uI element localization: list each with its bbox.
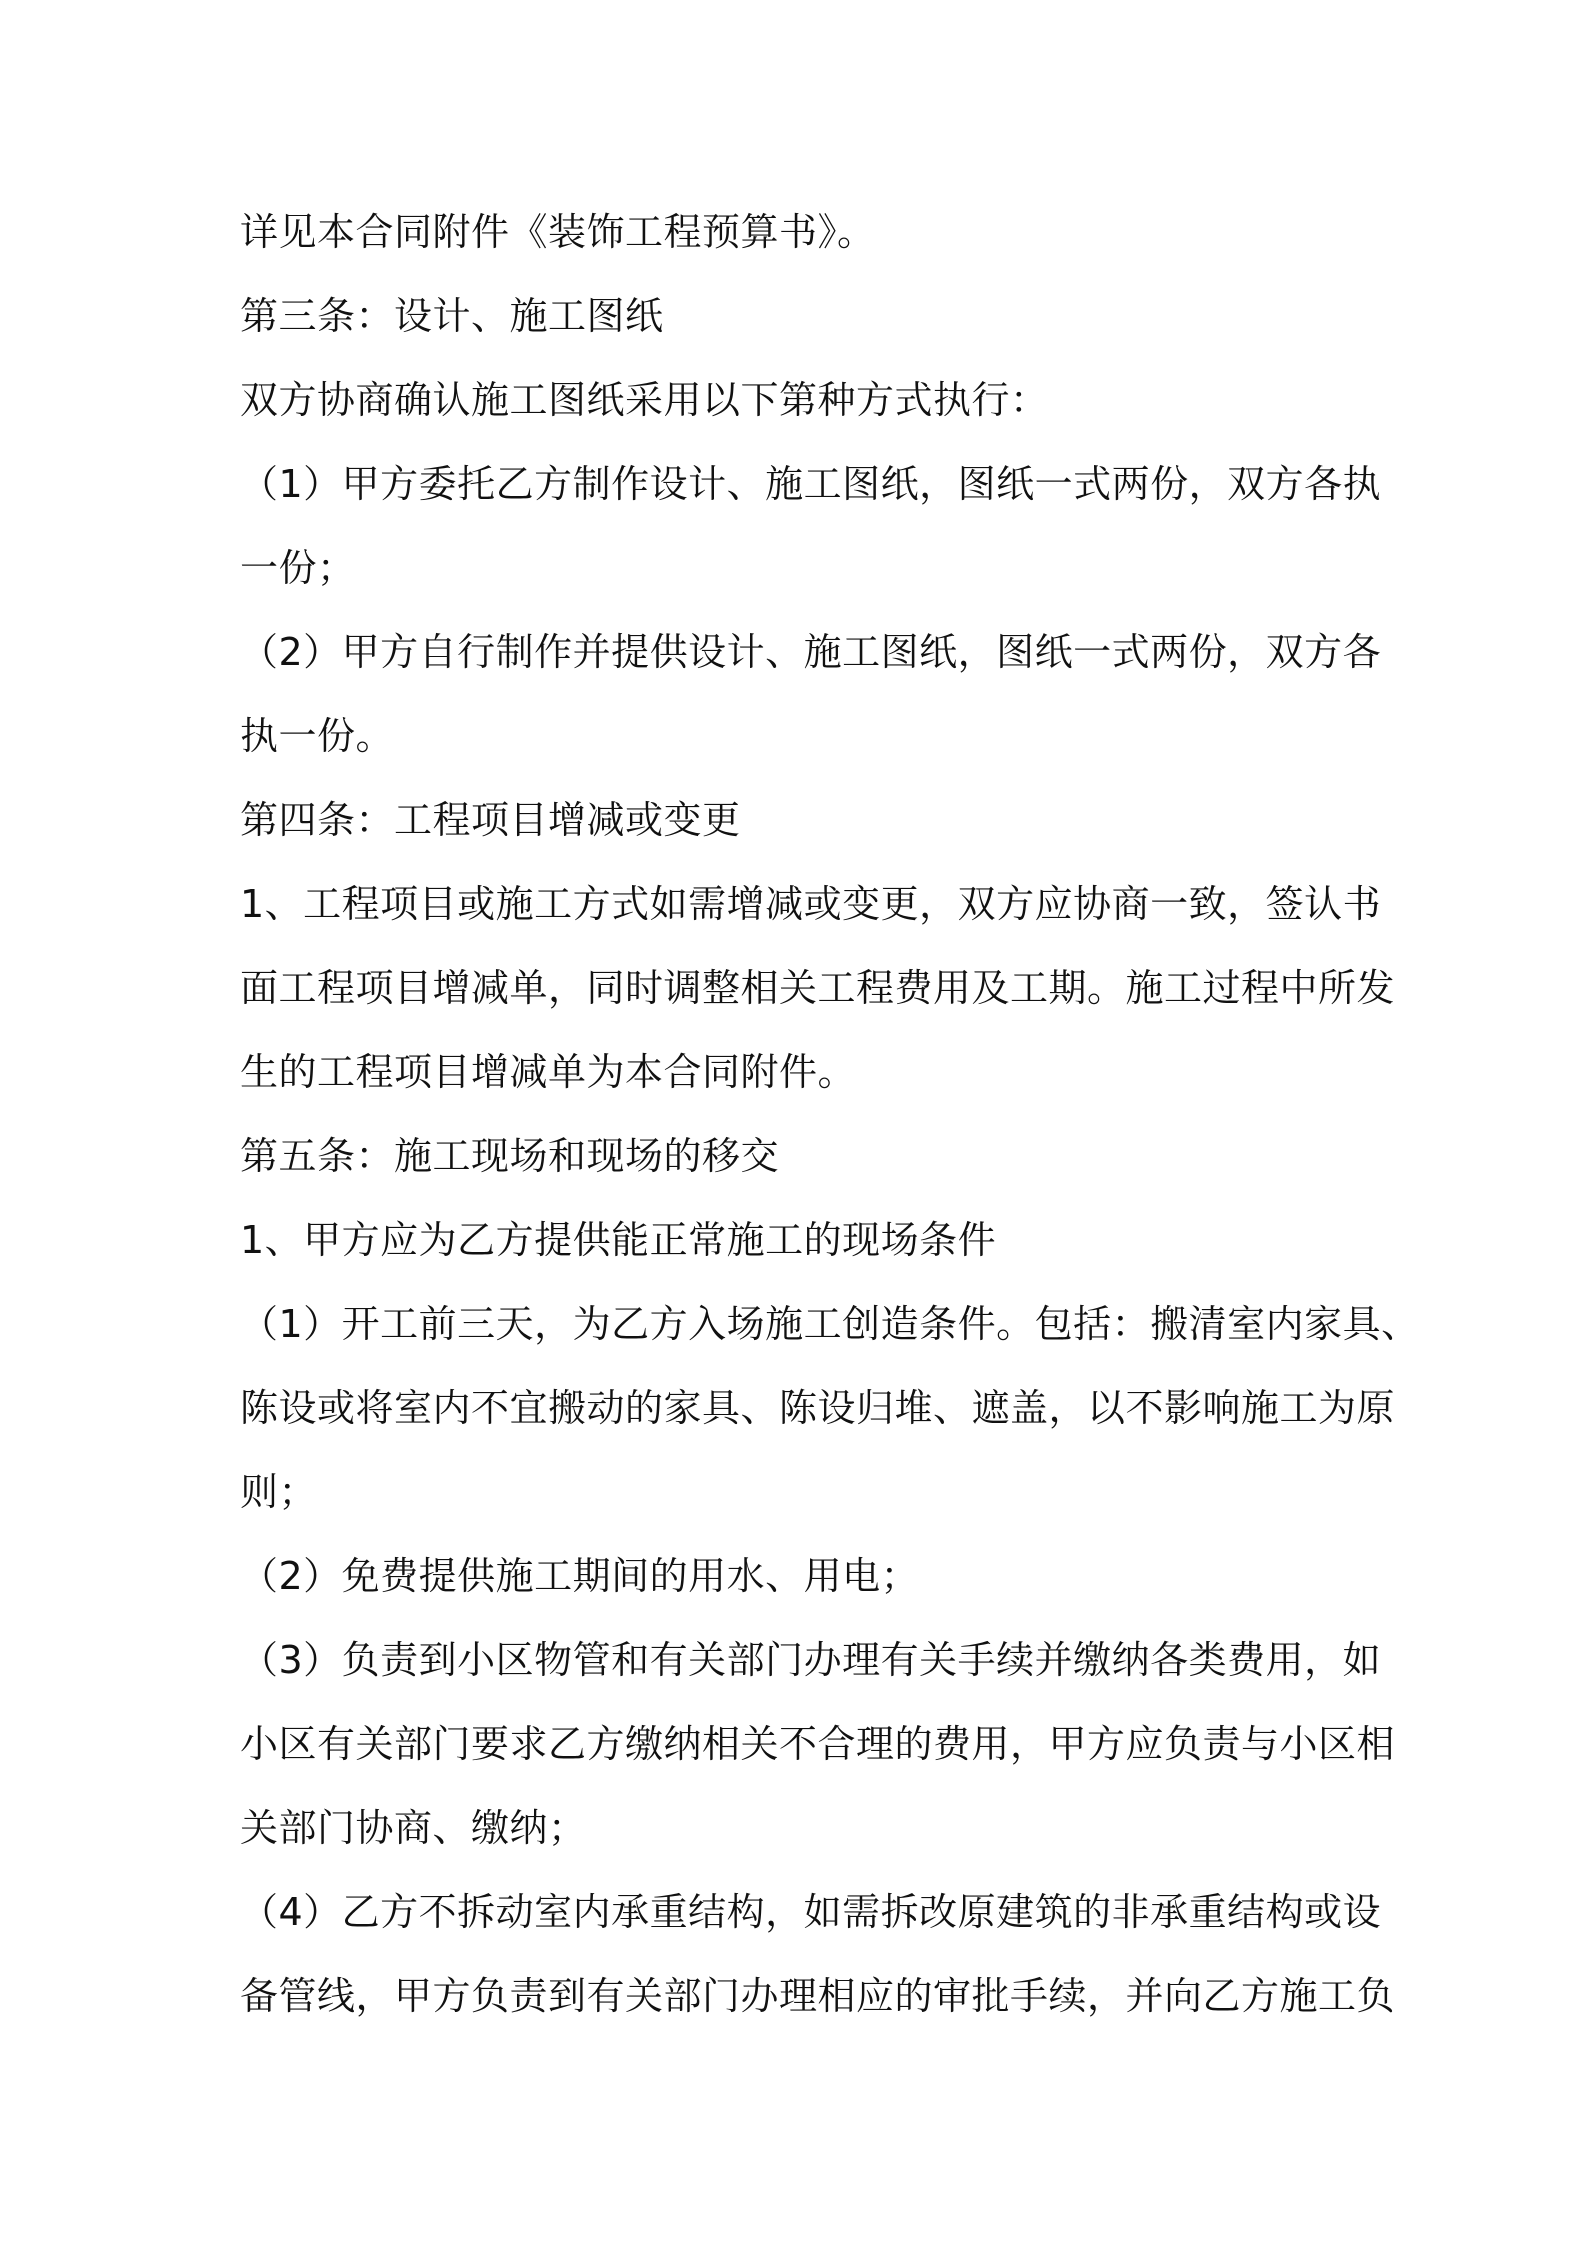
text-line: 陈设或将室内不宜搬动的家具、陈设归堆、遮盖，以不影响施工为原 — [240, 1386, 1396, 1430]
text-line: 备管线，甲方负责到有关部门办理相应的审批手续，并向乙方施工负 — [240, 1974, 1396, 2018]
text-line: 一份； — [240, 546, 356, 590]
document-body — [240, 190, 1420, 2038]
text-line: （1）开工前三天，为乙方入场施工创造条件。包括：搬清室内家具、 — [240, 1302, 1420, 1346]
text-line: 双方协商确认施工图纸采用以下第种方式执行： — [240, 378, 1049, 422]
text-line: 详见本合同附件《装饰工程预算书》。 — [240, 210, 876, 254]
article-heading: 第三条：设计、施工图纸 — [240, 294, 664, 338]
text-line: 1、工程项目或施工方式如需增减或变更，双方应协商一致，签认书 — [240, 882, 1382, 926]
article-heading: 第五条：施工现场和现场的移交 — [240, 1134, 780, 1178]
text-line: （4）乙方不拆动室内承重结构，如需拆改原建筑的非承重结构或设 — [240, 1890, 1382, 1934]
text-line: （2）甲方自行制作并提供设计、施工图纸，图纸一式两份，双方各 — [240, 630, 1382, 674]
text-line: 1、甲方应为乙方提供能正常施工的现场条件 — [240, 1218, 997, 1262]
text-line: 执一份。 — [240, 714, 395, 758]
text-line: 面工程项目增减单，同时调整相关工程费用及工期。施工过程中所发 — [240, 966, 1396, 1010]
text-line: （1）甲方委托乙方制作设计、施工图纸，图纸一式两份，双方各执 — [240, 462, 1382, 506]
article-heading: 第四条：工程项目增减或变更 — [240, 798, 741, 842]
text-line: 生的工程项目增减单为本合同附件。 — [240, 1050, 857, 1094]
text-line: 小区有关部门要求乙方缴纳相关不合理的费用，甲方应负责与小区相 — [240, 1722, 1396, 1766]
text-line: （2）免费提供施工期间的用水、用电； — [240, 1554, 920, 1598]
text-line: （3）负责到小区物管和有关部门办理有关手续并缴纳各类费用，如 — [240, 1638, 1382, 1682]
text-line: 关部门协商、缴纳； — [240, 1806, 587, 1850]
text-line: 则； — [240, 1470, 318, 1514]
